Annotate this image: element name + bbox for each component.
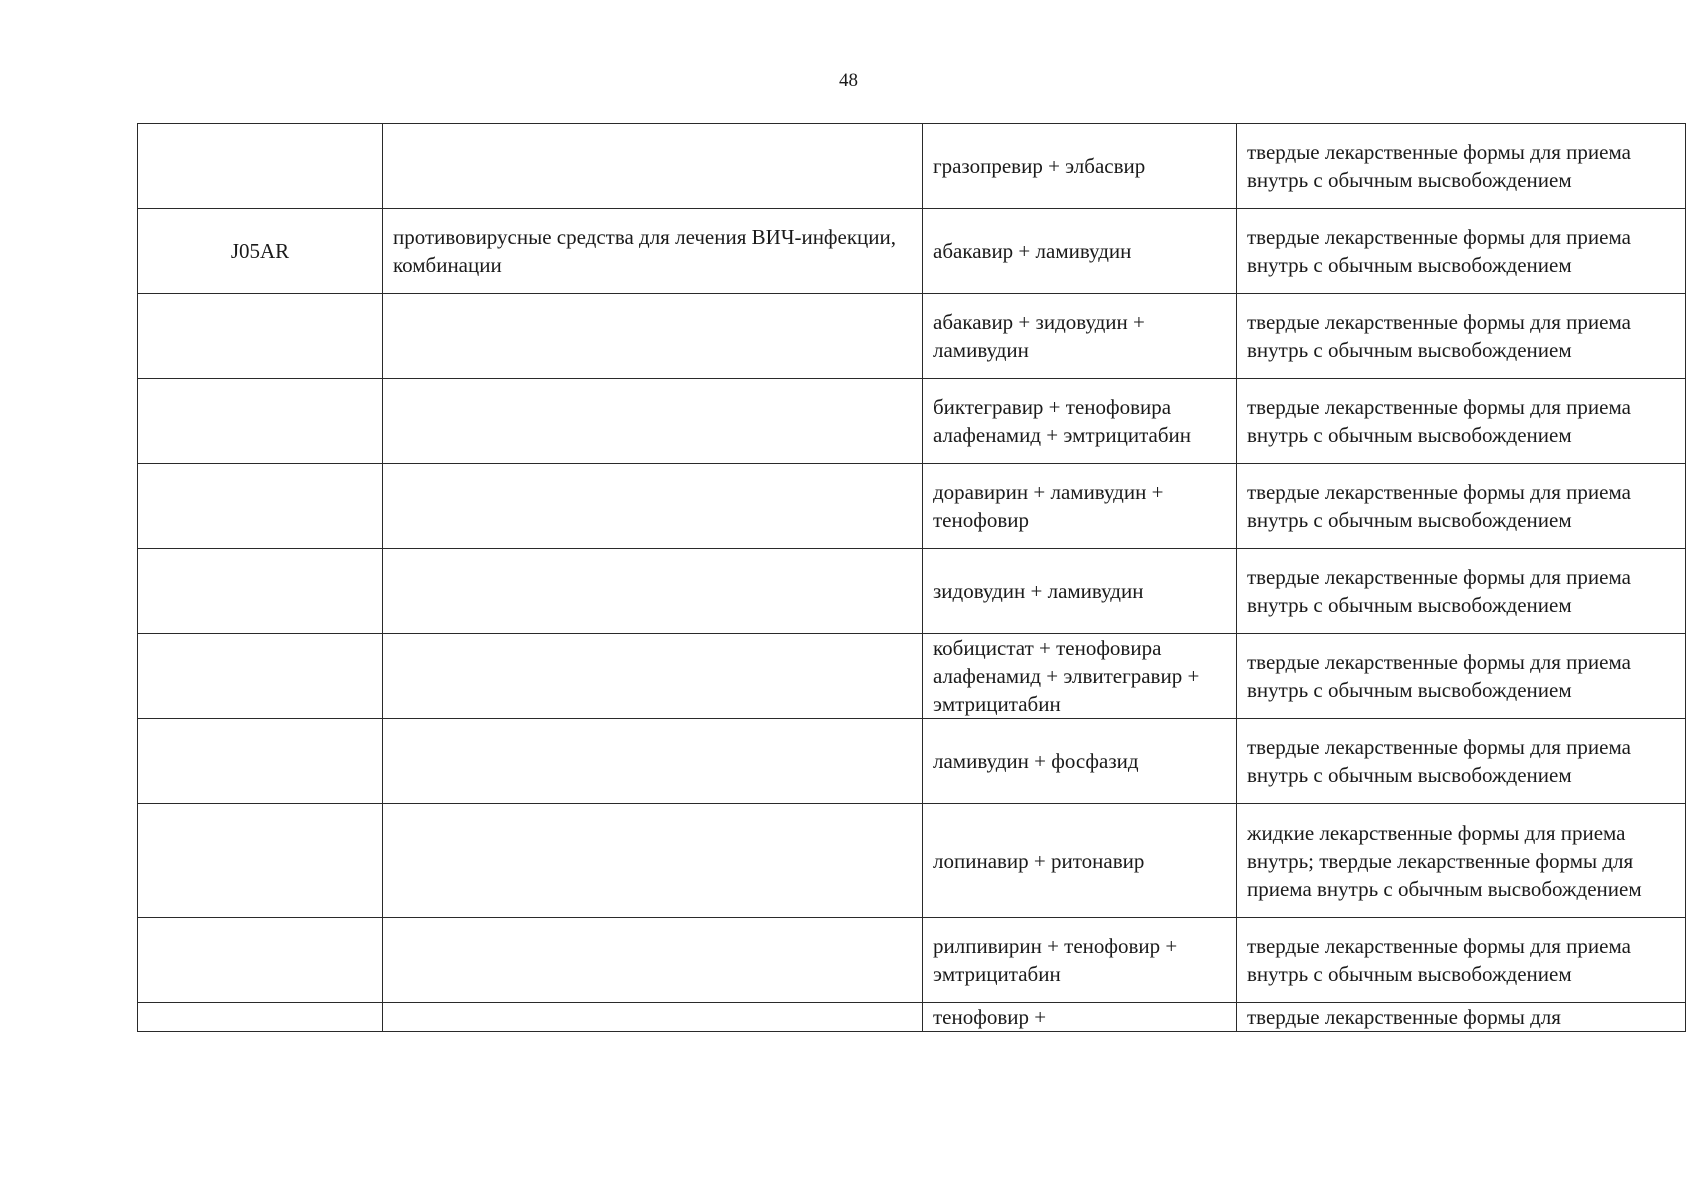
table-row xyxy=(138,1003,1686,1032)
atc-code-cell xyxy=(138,804,383,918)
group-name-cell xyxy=(383,1003,923,1032)
table-row xyxy=(138,804,1686,918)
atc-code-cell xyxy=(138,1003,383,1032)
group-name-cell xyxy=(383,804,923,918)
drug-name-cell: гразопревир + элбасвир xyxy=(923,124,1237,209)
dosage-form-cell: твердые лекарственные формы для приема внутрь с обычным высвобождением xyxy=(1237,918,1686,1003)
dosage-form-cell: твердые лекарственные формы для приема внутрь с обычным высвобождением xyxy=(1237,209,1686,294)
group-name-cell xyxy=(383,918,923,1003)
atc-code-cell xyxy=(138,294,383,379)
atc-code-cell xyxy=(138,379,383,464)
atc-code-cell xyxy=(138,719,383,804)
group-name-cell xyxy=(383,549,923,634)
drug-name-cell: биктегравир + тенофовира алафенамид + эмтрицитабин xyxy=(923,379,1237,464)
group-name-cell: противовирусные средства для лечения ВИЧ-инфекции, комбинации xyxy=(383,209,923,294)
table-row xyxy=(138,379,1686,464)
drug-name-cell: рилпивирин + тенофовир + эмтрицитабин xyxy=(923,918,1237,1003)
table-row xyxy=(138,719,1686,804)
dosage-form-cell: твердые лекарственные формы для приема внутрь с обычным высвобождением xyxy=(1237,634,1686,719)
atc-code-cell xyxy=(138,918,383,1003)
atc-code-cell xyxy=(138,549,383,634)
dosage-form-cell: твердые лекарственные формы для приема внутрь с обычным высвобождением xyxy=(1237,719,1686,804)
drug-name-cell: абакавир + ламивудин xyxy=(923,209,1237,294)
drug-name-cell: доравирин + ламивудин + тенофовир xyxy=(923,464,1237,549)
drug-name-cell: ламивудин + фосфазид xyxy=(923,719,1237,804)
group-name-cell xyxy=(383,634,923,719)
dosage-form-cell: твердые лекарственные формы для xyxy=(1237,1003,1686,1032)
dosage-form-cell: твердые лекарственные формы для приема внутрь с обычным высвобождением xyxy=(1237,379,1686,464)
page-number: 48 xyxy=(839,70,858,91)
group-name-cell xyxy=(383,124,923,209)
group-name-cell xyxy=(383,464,923,549)
drug-name-cell: лопинавир + ритонавир xyxy=(923,804,1237,918)
dosage-form-cell: твердые лекарственные формы для приема внутрь с обычным высвобождением xyxy=(1237,464,1686,549)
dosage-form-cell: твердые лекарственные формы для приема внутрь с обычным высвобождением xyxy=(1237,294,1686,379)
atc-code-cell xyxy=(138,124,383,209)
group-name-cell xyxy=(383,379,923,464)
drug-name-cell: тенофовир + xyxy=(923,1003,1237,1032)
atc-code-cell: J05AR xyxy=(138,209,383,294)
drug-name-cell: зидовудин + ламивудин xyxy=(923,549,1237,634)
group-name-cell xyxy=(383,719,923,804)
table-row xyxy=(138,209,1686,294)
table-row xyxy=(138,918,1686,1003)
dosage-form-cell: жидкие лекарственные формы для приема внутрь; твердые лекарственные формы для приема внутрь с обычным высвобождением xyxy=(1237,804,1686,918)
dosage-form-cell: твердые лекарственные формы для приема внутрь с обычным высвобождением xyxy=(1237,549,1686,634)
drug-table xyxy=(137,123,1686,1032)
atc-code-cell xyxy=(138,634,383,719)
drug-name-cell: кобицистат + тенофовира алафенамид + элвитегравир + эмтрицитабин xyxy=(923,634,1237,719)
table-row xyxy=(138,294,1686,379)
table-row xyxy=(138,634,1686,719)
dosage-form-cell: твердые лекарственные формы для приема внутрь с обычным высвобождением xyxy=(1237,124,1686,209)
drug-name-cell: абакавир + зидовудин + ламивудин xyxy=(923,294,1237,379)
group-name-cell xyxy=(383,294,923,379)
table-row xyxy=(138,124,1686,209)
table-row xyxy=(138,464,1686,549)
table-row xyxy=(138,549,1686,634)
atc-code-cell xyxy=(138,464,383,549)
